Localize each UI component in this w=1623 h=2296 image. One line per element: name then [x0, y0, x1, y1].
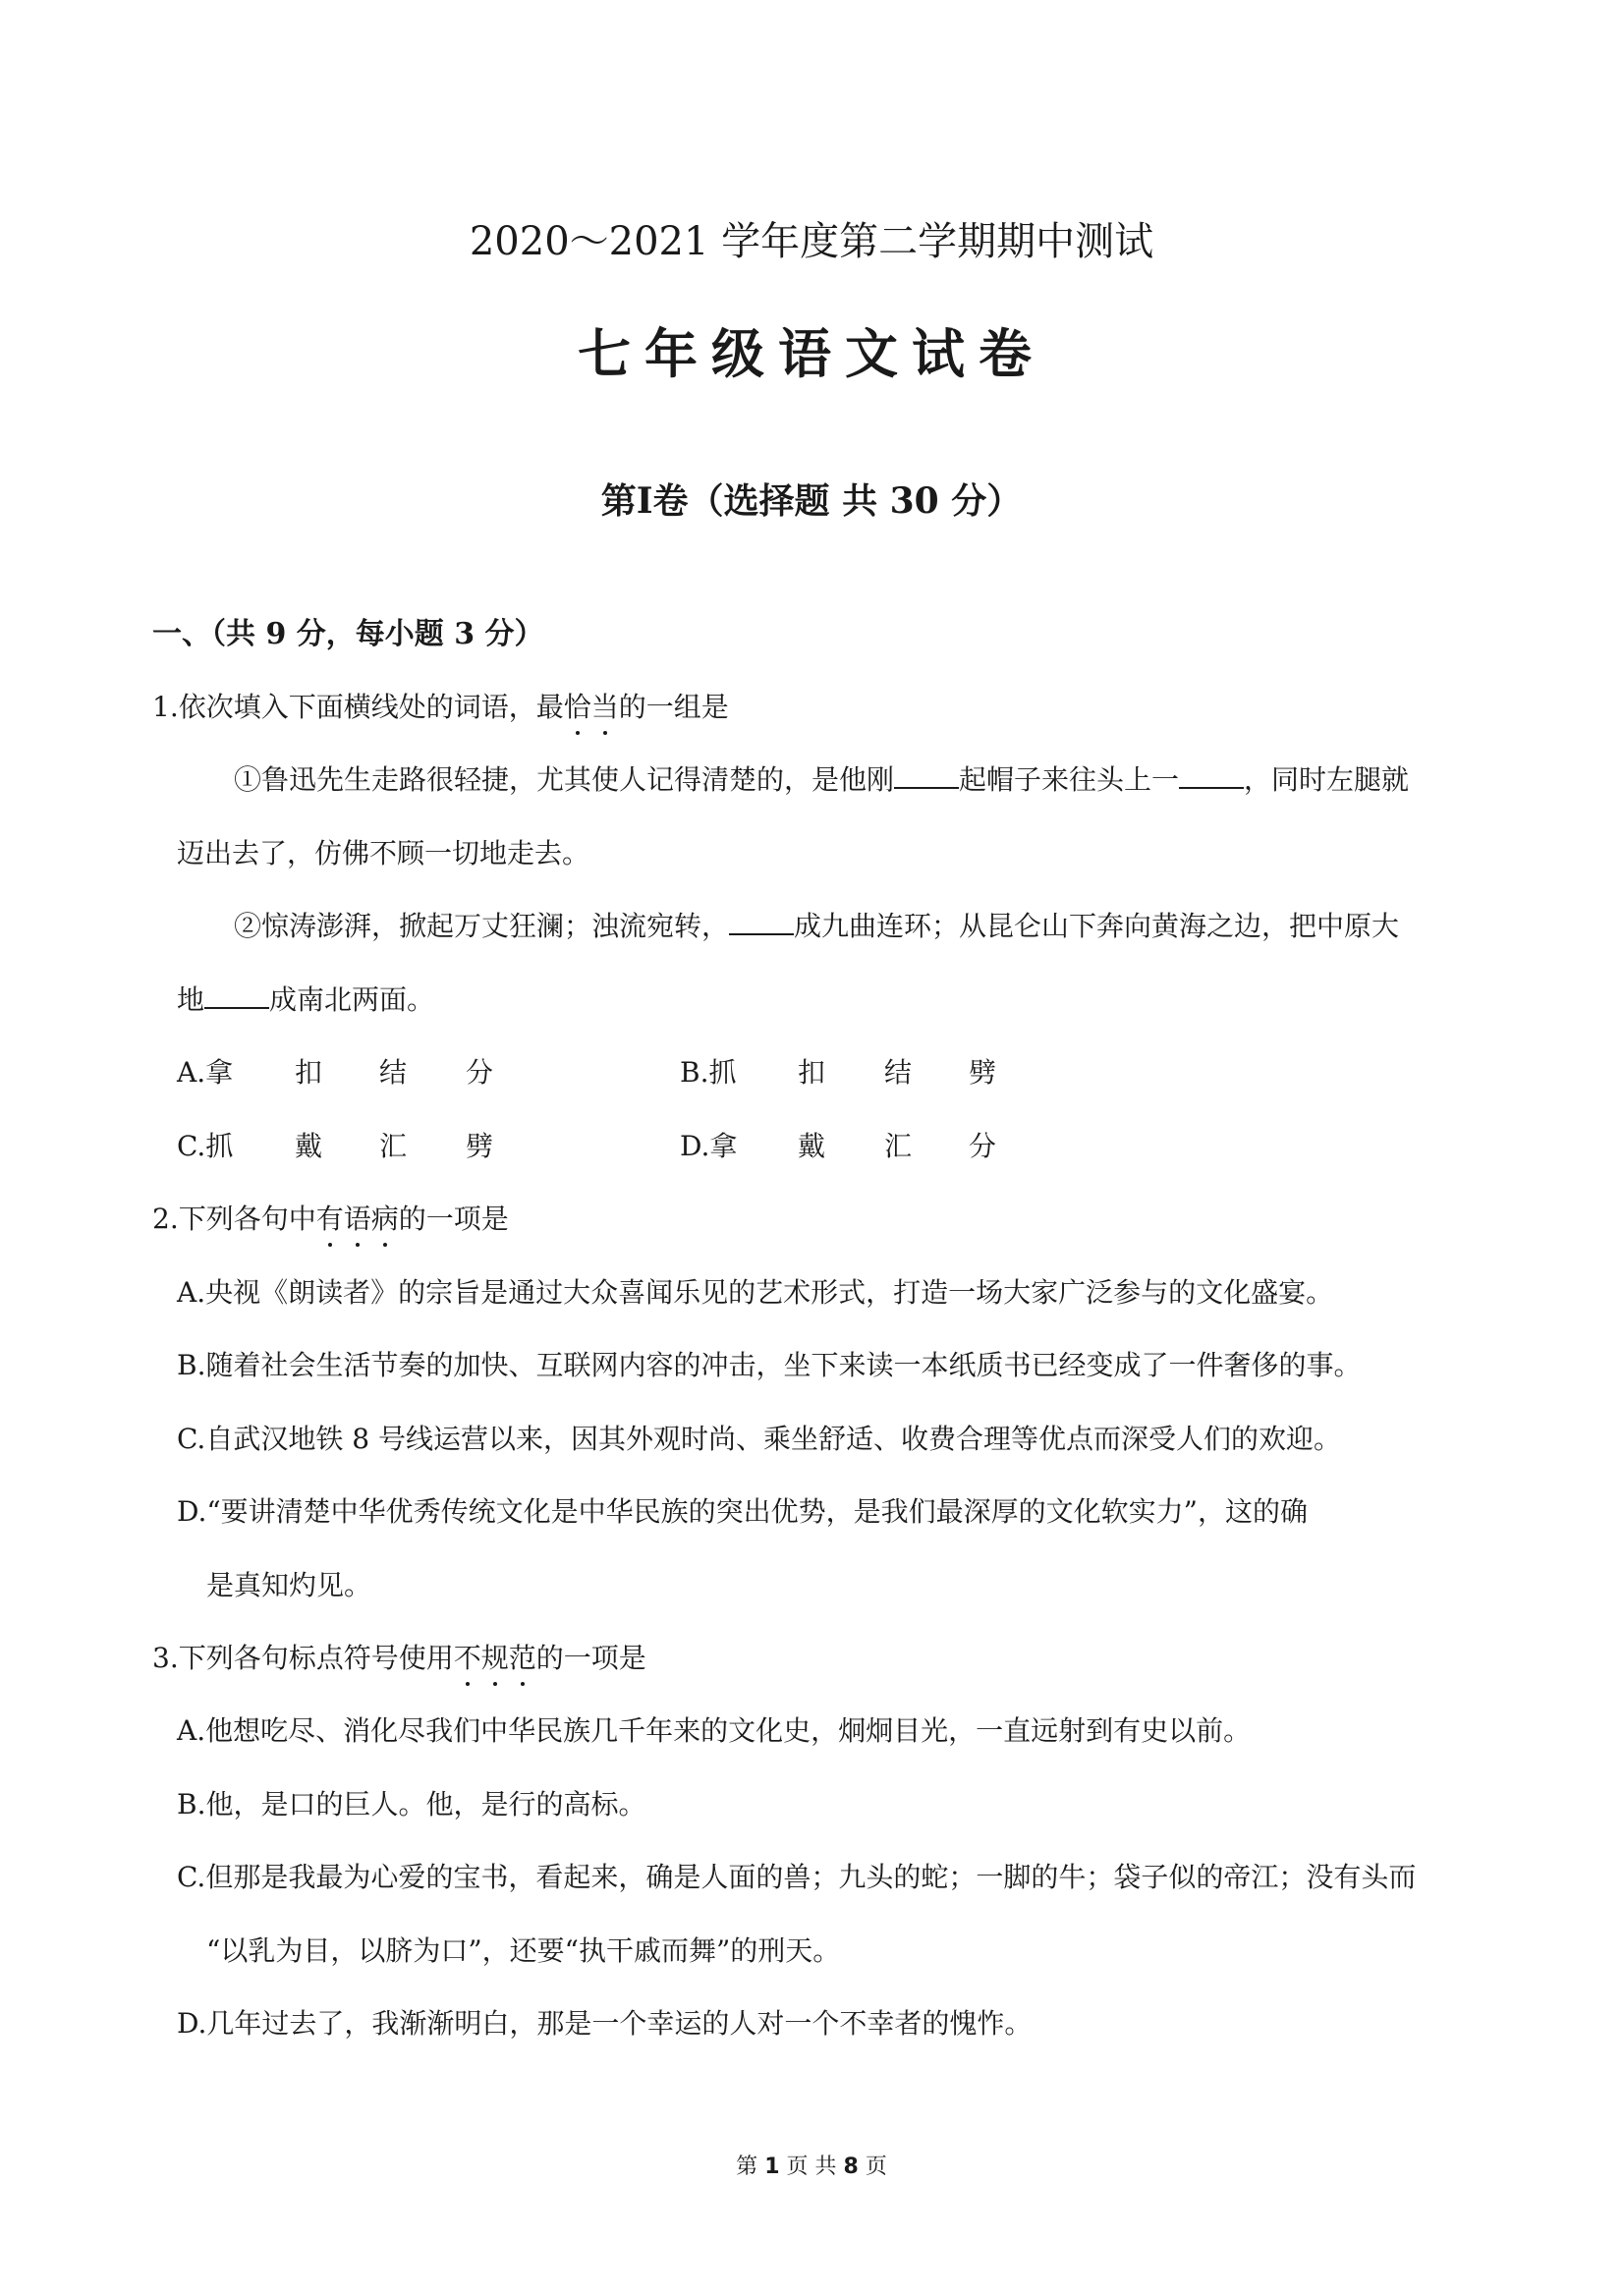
stem-text: 的一组是 [618, 691, 729, 723]
option-d-letter: D.拿 [680, 1130, 738, 1162]
footer-text: 页 [865, 2155, 887, 2179]
option-b-word: 结 [884, 1056, 913, 1089]
q2-option-c: C.自武汉地铁 8 号线运营以来，因其外观时尚、乘坐舒适、收费合理等优点而深受人们的欢迎。 [177, 1423, 1341, 1455]
q1-options-row-2 [0, 1125, 1623, 1164]
footer-text: 第 [736, 2155, 758, 2179]
q3-option-d: D.几年过去了，我渐渐明白，那是一个幸运的人对一个不幸者的愧怍。 [177, 2007, 1033, 2040]
sentence-text: 地 [177, 983, 205, 1016]
page-footer [0, 2150, 1623, 2180]
option-d-word: 汇 [884, 1130, 913, 1162]
emphasis-char: 当 [590, 691, 619, 723]
question-3-stem [152, 1637, 646, 1676]
sentence-text: ①鲁迅先生走路很轻捷，尤其使人记得清楚的，是他刚 [234, 763, 895, 796]
q1-sentence-2-cont [177, 979, 434, 1018]
option-d-word: 戴 [798, 1130, 826, 1162]
stem-text: 3.下列各句标点符号使用 [152, 1642, 454, 1674]
q1-options-row-1 [0, 1051, 1623, 1091]
emphasis-char: 不 [453, 1642, 481, 1674]
page-number: 1 [764, 2155, 780, 2179]
paper-title: 七年级语文试卷 [578, 322, 1045, 385]
emphasis-char: 范 [508, 1642, 536, 1674]
emphasis-char: 病 [370, 1203, 399, 1235]
option-b-letter: B.抓 [680, 1056, 737, 1089]
emphasis-char: 语 [343, 1203, 371, 1235]
q2-option-a: A.央视《朗读者》的宗旨是通过大众喜闻乐见的艺术形式，打造一场大家广泛参与的文化盛宴。 [177, 1276, 1334, 1309]
sentence-text: 起帽子来往头上一 [959, 763, 1180, 796]
option-b-word: 扣 [798, 1056, 826, 1089]
question-1-stem [152, 686, 729, 725]
emphasis-char: 恰 [563, 691, 591, 723]
stem-text: 1.依次填入下面横线处的词语，最 [152, 691, 564, 723]
emphasis-char: 有 [315, 1203, 344, 1235]
sentence-text: ②惊涛澎湃，掀起万丈狂澜；浊流宛转， [234, 910, 730, 942]
q1-sentence-2 [234, 905, 1399, 944]
part-title: 第Ⅰ卷（选择题 共 30 分） [600, 480, 1023, 522]
q3-option-c: C.但那是我最为心爱的宝书，看起来，确是人面的兽；九头的蛇；一脚的牛；袋子似的帝江；没有头而 [177, 1861, 1417, 1893]
q3-option-c-cont: “以乳为目，以脐为口”，还要“执干戚而舞”的刑天。 [206, 1934, 841, 1967]
section-heading: 一、（共 9 分，每小题 3 分） [152, 617, 544, 651]
emphasis-word [564, 691, 619, 723]
q2-option-d: D.“要讲清楚中华优秀传统文化是中华民族的突出优势，是我们最深厚的文化软实力”，这的确 [177, 1495, 1308, 1528]
sentence-text: 成九曲连环；从昆仑山下奔向黄海之边，把中原大 [794, 910, 1400, 942]
question-2-stem [152, 1198, 509, 1237]
option-c-word: 劈 [466, 1130, 494, 1162]
q2-option-b: B.随着社会生活节奏的加快、互联网内容的冲击，坐下来读一本纸质书已经变成了一件奢侈的事。 [177, 1349, 1362, 1381]
option-c-word: 戴 [295, 1130, 323, 1162]
sentence-text: 成南北两面。 [269, 983, 435, 1016]
option-b-word: 劈 [969, 1056, 997, 1089]
footer-text: 页 共 [786, 2155, 837, 2179]
blank-line [204, 983, 269, 1009]
blank-line [729, 910, 794, 935]
q3-option-a: A.他想吃尽、消化尽我们中华民族几千年来的文化史，炯炯目光，一直远射到有史以前。 [177, 1714, 1252, 1747]
blank-line [894, 763, 959, 789]
q1-sentence-1-cont: 迈出去了，仿佛不顾一切地走去。 [177, 837, 590, 869]
page-total: 8 [843, 2155, 859, 2179]
sentence-text: ，同时左腿就 [1244, 763, 1410, 796]
q2-option-d-cont: 是真知灼见。 [206, 1569, 372, 1601]
stem-text: 的一项是 [535, 1642, 646, 1674]
option-a-letter: A.拿 [177, 1056, 234, 1089]
option-a-word: 结 [379, 1056, 408, 1089]
term-title: 2020～2021 学年度第二学期期中测试 [469, 219, 1154, 264]
stem-text: 的一项是 [398, 1203, 509, 1235]
emphasis-char: 规 [480, 1642, 509, 1674]
blank-line [1179, 763, 1244, 789]
q3-option-b: B.他，是口的巨人。他，是行的高标。 [177, 1788, 646, 1820]
option-c-word: 汇 [379, 1130, 408, 1162]
emphasis-word [454, 1642, 536, 1674]
option-d-word: 分 [969, 1130, 997, 1162]
emphasis-word [316, 1203, 399, 1235]
stem-text: 2.下列各句中 [152, 1203, 316, 1235]
q1-sentence-1 [234, 758, 1409, 798]
option-a-word: 分 [466, 1056, 494, 1089]
option-c-letter: C.抓 [177, 1130, 234, 1162]
option-a-word: 扣 [295, 1056, 323, 1089]
